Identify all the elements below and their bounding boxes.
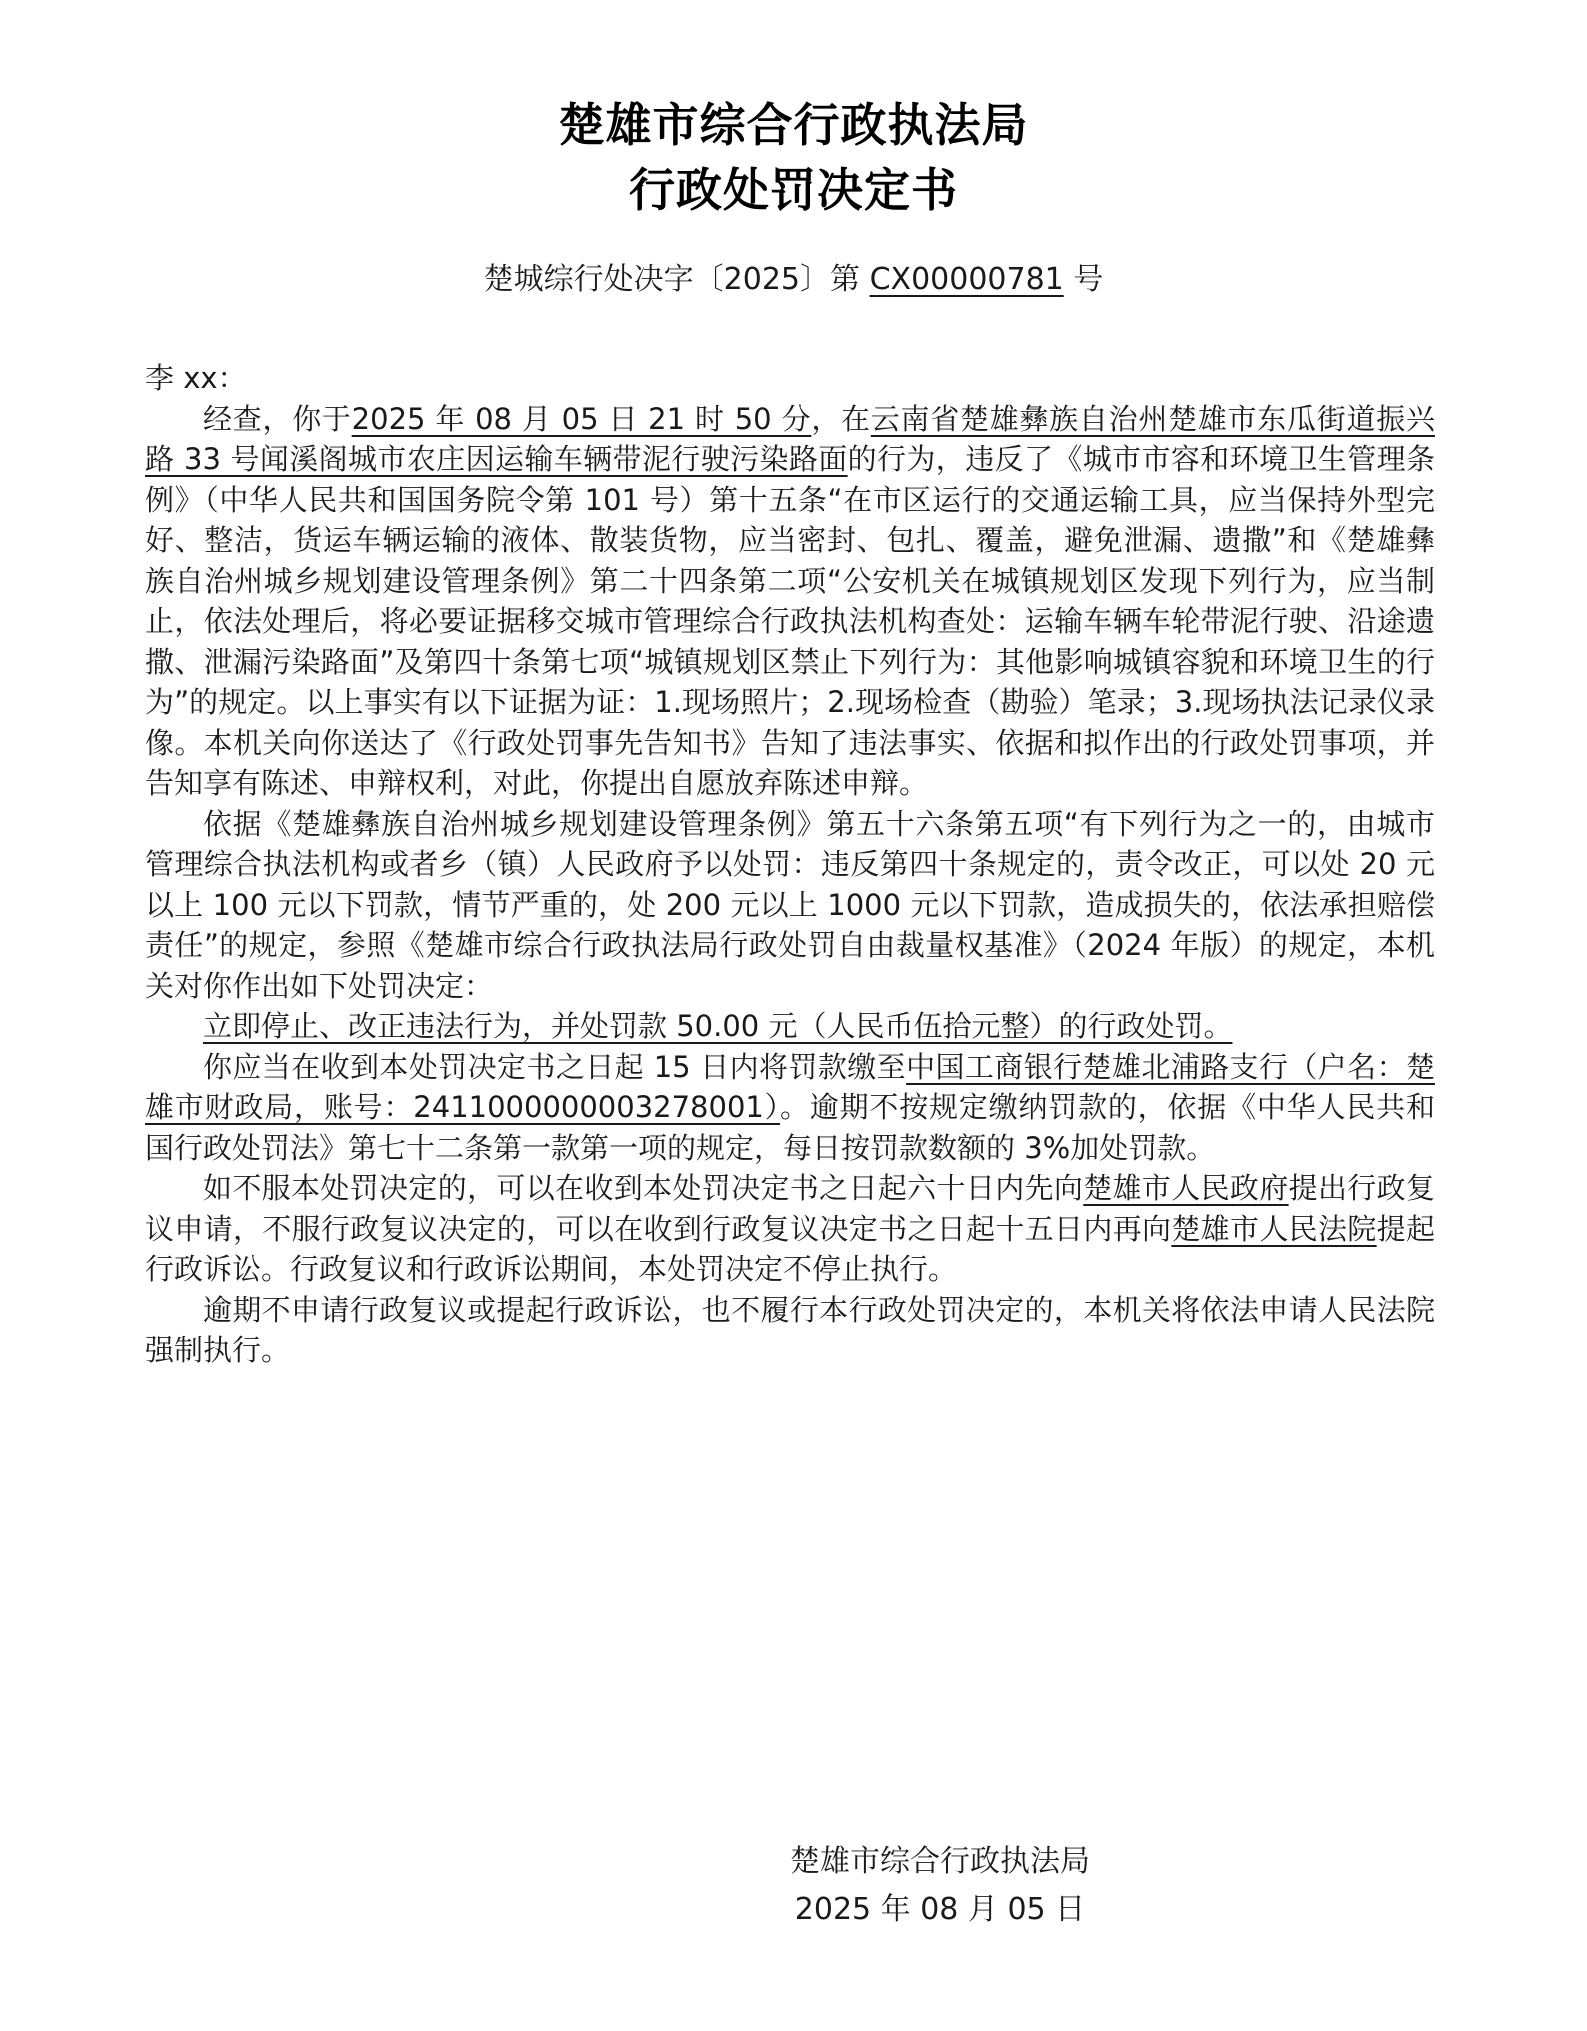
org-title: 楚雄市综合行政执法局 — [558, 98, 1029, 152]
findings-paragraph — [145, 399, 1435, 804]
late-payment-clause: 。逾期不按规定缴纳罚款的，依据《中华人民共和国行政处罚法》第七十二条第一款第一项的规定，每日按罚款数额的 3%加处罚款。 — [145, 1090, 1435, 1165]
decision-paragraph — [145, 1006, 1435, 1047]
appeal-end: 提起行政诉讼。行政复议和行政诉讼期间，本处罚决定不停止执行。 — [145, 1211, 1435, 1286]
appeal-paragraph — [145, 1168, 1435, 1290]
signature-org: 楚雄市综合行政执法局 — [790, 1844, 1090, 1879]
document-number-line — [0, 258, 1587, 302]
document-title: 行政处罚决定书 — [629, 163, 958, 217]
penalty-basis-paragraph: 依据《楚雄彝族自治州城乡规划建设管理条例》第五十六条第五项“有下列行为之一的，由城市管理综合执法机构或者乡（镇）人民政府予以处罚：违反第四十条规定的，责令改正，可以处 20 元以上 100 元以下罚款，情节严重的，处 200 元以上 1000 元以下罚款，造成损失的，依法承担赔偿责任”的规定，参照《楚雄市综合行政执法局行政处罚自由裁量权基准》（2024 年版）的规定，本机关对你作出如下处罚决定： — [145, 806, 1435, 1003]
review-authority: 楚雄市人民政府 — [1083, 1171, 1289, 1205]
payment-intro: 你应当在收到本处罚决定书之日起 15 日内将罚款缴至 — [203, 1049, 907, 1084]
enforcement-paragraph: 逾期不申请行政复议或提起行政诉讼，也不履行本行政处罚决定的，本机关将依法申请人民法院强制执行。 — [145, 1292, 1435, 1367]
findings-connector: ，在 — [811, 401, 871, 436]
signature-date: 2025 年 08 月 05 日 — [794, 1892, 1086, 1927]
payment-paragraph — [145, 1047, 1435, 1169]
findings-legal-basis: 的行为，违反了《城市市容和环境卫生管理条例》（中华人民共和国国务院令第 101 号）第十五条“在市区运行的交通运输工具，应当保持外型完好、整洁，货运车辆运输的液体、散装货物，应当密封、包扎、覆盖，避免泄漏、遗撒”和《楚雄彝族自治州城乡规划建设管理条例》第二十四条第二项“公安机关在城镇规划区发现下列行为，应当制止，依法处理后，将必要证据移交城市管理综合行政执法机构查处：运输车辆车轮带泥行驶、沿途遗撒、泄漏污染路面”及第四十条第七项“城镇规划区禁止下列行为：其他影响城镇容貌和环境卫生的行为”的规定。以上事实有以下证据为证：1.现场照片；2.现场检查（勘验）笔录；3.现场执法记录仪录像。本机关向你送达了《行政处罚事先告知书》告知了违法事实、依据和拟作出的行政处罚事项，并告知享有陈述、申辩权利，对此，你提出自愿放弃陈述申辩。 — [145, 442, 1435, 800]
document-number-prefix: 楚城综行处决字〔2025〕第 — [483, 262, 861, 297]
addressee: 李 xx： — [145, 361, 247, 395]
court-name: 楚雄市人民法院 — [1171, 1211, 1377, 1246]
violation-time: 2025 年 08 月 05 日 21 时 50 分 — [351, 401, 812, 436]
appeal-middle: 提出行政复议申请，不服行政复议决定的，可以在收到行政复议决定书之日起十五日内再向 — [145, 1171, 1435, 1246]
document-number-suffix: 号 — [1073, 262, 1104, 297]
payment-bank-account: 中国工商银行楚雄北浦路支行（户名：楚雄市财政局，账号：2411000000003278001） — [145, 1049, 1435, 1124]
findings-intro: 经查，你于 — [203, 401, 352, 436]
appeal-intro: 如不服本处罚决定的，可以在收到本处罚决定书之日起六十日内先向 — [203, 1171, 1084, 1205]
penalty-decision: 立即停止、改正违法行为，并处罚款 50.00 元（人民币伍拾元整）的行政处罚。 — [203, 1009, 1233, 1043]
document-number: CX00000781 — [869, 262, 1064, 297]
document-body — [145, 358, 1435, 1371]
violation-location: 云南省楚雄彝族自治州楚雄市东瓜街道振兴路 33 号闻溪阁城市农庄因运输车辆带泥行驶污染路面 — [145, 401, 1435, 476]
